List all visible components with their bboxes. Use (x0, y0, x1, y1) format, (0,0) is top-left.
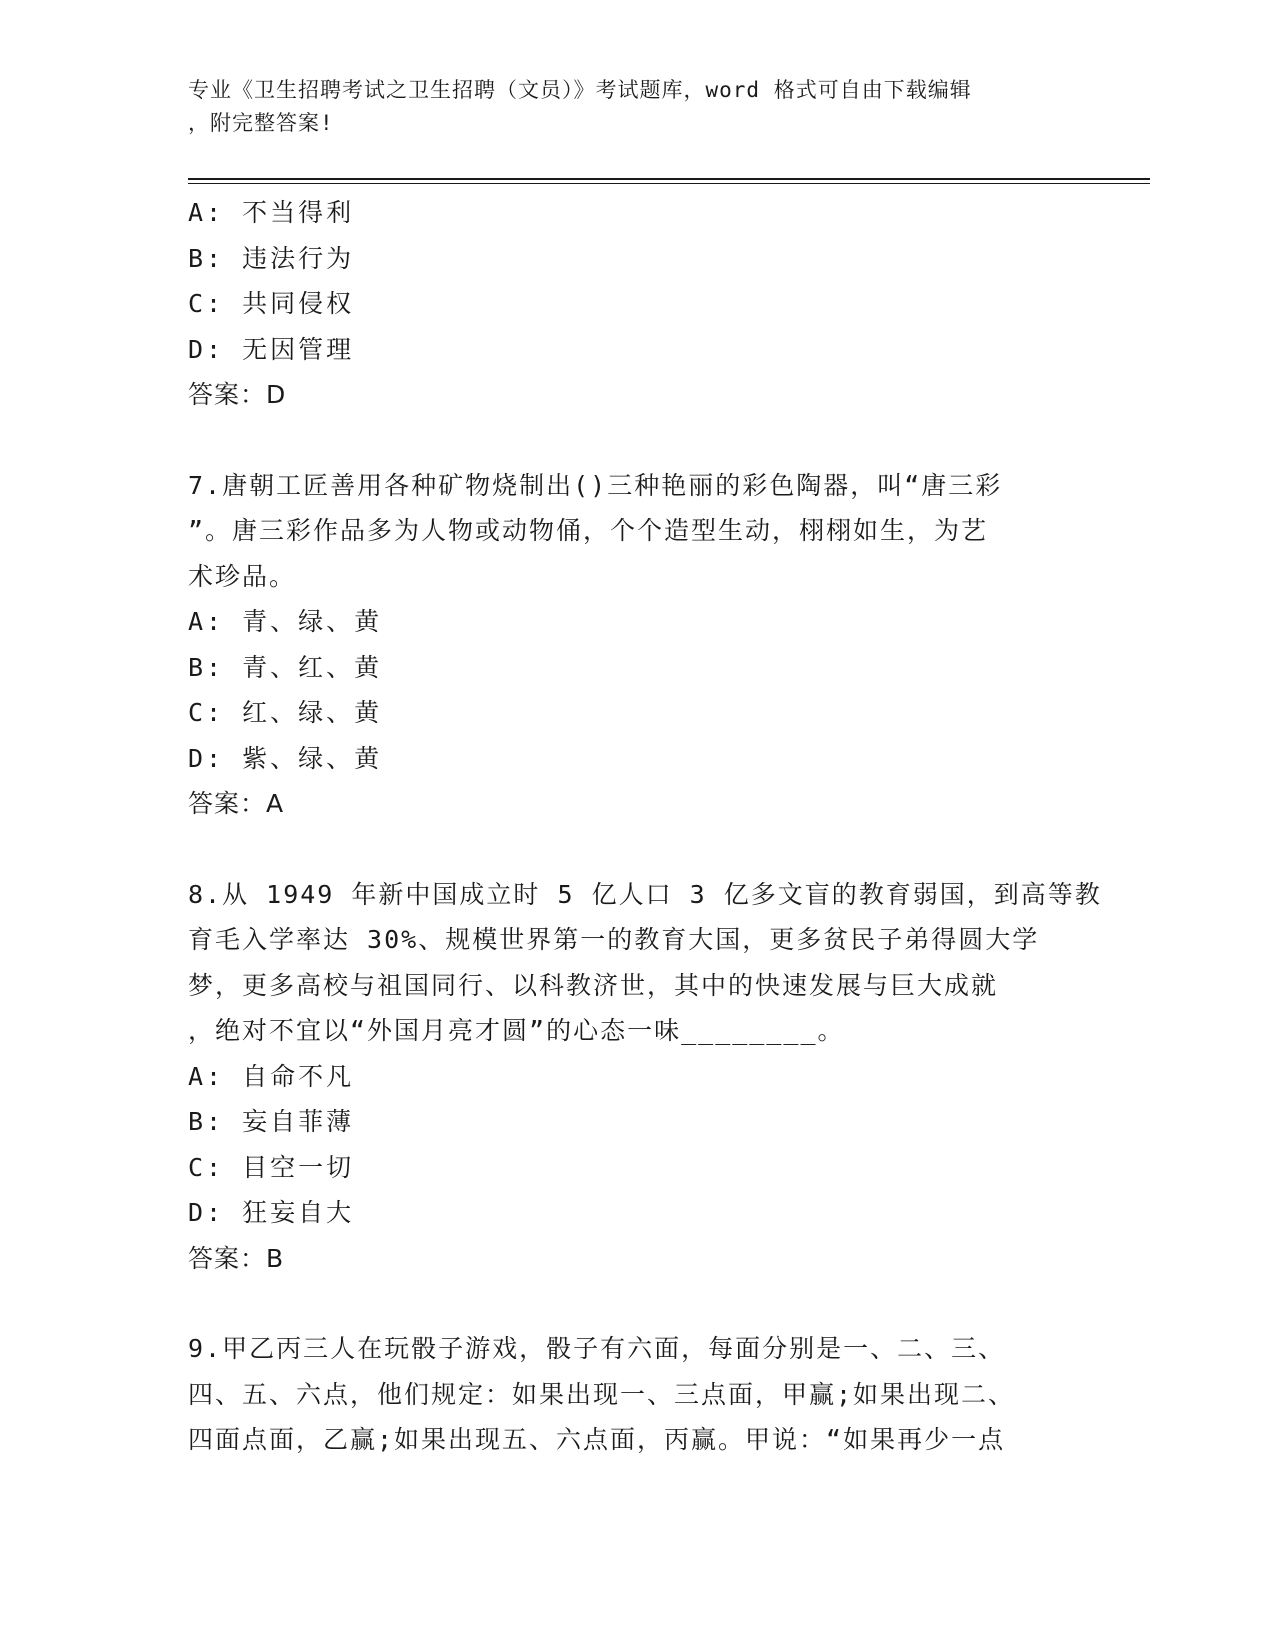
stem-line: 8.从 1949 年新中国成立时 5 亿人口 3 亿多文盲的教育弱国，到高等教 (188, 879, 1102, 909)
spacer (188, 1281, 1088, 1326)
document-header (188, 74, 1068, 140)
spacer (188, 827, 1088, 872)
header-line-1: 专业《卫生招聘考试之卫生招聘（文员）》考试题库，word 格式可自由下载编辑 (188, 78, 972, 102)
option-c: C: 目空一切 (188, 1152, 355, 1182)
question-stem (188, 1326, 1088, 1463)
question-9 (188, 1326, 1088, 1463)
option-d: D: 无因管理 (188, 334, 355, 364)
option-b: B: 青、红、黄 (188, 652, 383, 682)
header-rule-thin (188, 183, 1150, 184)
question-7 (188, 463, 1088, 827)
stem-line: ，绝对不宜以“外国月亮才圆”的心态一味________。 (188, 1016, 845, 1045)
option-b: B: 妄自菲薄 (188, 1107, 355, 1136)
stem-line: 四、五、六点，他们规定：如果出现一、三点面，甲赢;如果出现二、 (188, 1379, 1016, 1409)
option-a: A: 自命不凡 (188, 1061, 355, 1091)
answer-label: 答案：A (188, 789, 285, 818)
option-c: C: 共同侵权 (188, 289, 355, 318)
question-stem (188, 872, 1102, 1054)
stem-line: 术珍品。 (188, 561, 297, 591)
question-8 (188, 872, 1102, 1282)
stem-line: 梦，更多高校与祖国同行、以科教济世，其中的快速发展与巨大成就 (188, 970, 999, 1000)
stem-line: 7.唐朝工匠善用各种矿物烧制出()三种艳丽的彩色陶器，叫“唐三彩 (188, 470, 1003, 500)
stem-line: 四面点面，乙赢;如果出现五、六点面，丙赢。甲说：“如果再少一点 (188, 1425, 1006, 1454)
stem-line: 9.甲乙丙三人在玩骰子游戏，骰子有六面，每面分别是一、二、三、 (188, 1334, 1006, 1363)
answer-label: 答案：B (188, 1243, 285, 1273)
spacer (188, 418, 1088, 463)
question-stem (188, 463, 1088, 600)
option-a: A: 青、绿、黄 (188, 607, 383, 636)
question-prev (188, 190, 1088, 418)
option-d: D: 狂妄自大 (188, 1198, 355, 1227)
option-d: D: 紫、绿、黄 (188, 743, 383, 773)
stem-line: 育毛入学率达 30%、规模世界第一的教育大国，更多贫民子弟得圆大学 (188, 925, 1040, 954)
option-a: A: 不当得利 (188, 198, 355, 227)
option-c: C: 红、绿、黄 (188, 698, 383, 727)
header-rule-thick (188, 178, 1150, 180)
stem-line: ”。唐三彩作品多为人物或动物俑，个个造型生动，栩栩如生，为艺 (188, 516, 989, 545)
option-b: B: 违法行为 (188, 243, 355, 273)
header-line-2: ，附完整答案! (188, 111, 334, 135)
question-list (188, 190, 1102, 1463)
answer-label: 答案：D (188, 380, 287, 409)
